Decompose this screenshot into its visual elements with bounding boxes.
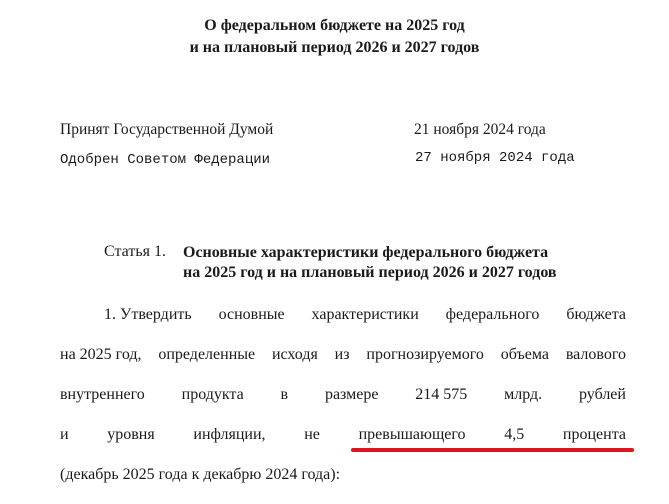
paragraph-word: размере bbox=[324, 386, 379, 403]
law-title-line1: О федеральном бюджете на 2025 год bbox=[204, 17, 465, 34]
paragraph-line-1 bbox=[104, 306, 626, 324]
paragraph-word: валового bbox=[565, 346, 626, 363]
paragraph-word: не bbox=[304, 426, 320, 443]
paragraph-word: уровня bbox=[107, 426, 155, 443]
highlight-underline bbox=[351, 448, 634, 452]
article-title-line1: Основные характеристики федерального бюджета bbox=[183, 244, 549, 261]
paragraph-word: продукта bbox=[181, 386, 244, 403]
paragraph-line-4 bbox=[60, 426, 626, 444]
paragraph-word: объема bbox=[500, 346, 549, 363]
paragraph-word: прогнозируемого bbox=[366, 346, 484, 363]
paragraph-word: определенные bbox=[158, 346, 256, 363]
paragraph-word: рублей bbox=[579, 386, 626, 403]
paragraph-word: на 2025 год, bbox=[60, 346, 142, 363]
paragraph-word: 1. Утвердить bbox=[104, 306, 192, 323]
paragraph-line-2 bbox=[60, 346, 626, 364]
paragraph-word-highlighted: превышающего bbox=[358, 426, 466, 443]
paragraph-word: внутреннего bbox=[60, 386, 145, 403]
article-title-line2: на 2025 год и на плановый период 2026 и 2027 годов bbox=[183, 264, 557, 281]
paragraph-word: инфляции, bbox=[193, 426, 266, 443]
paragraph-word: из bbox=[334, 346, 350, 363]
paragraph-line-5: (декабрь 2025 года к декабрю 2024 года): bbox=[60, 466, 341, 483]
paragraph-word: исходя bbox=[271, 346, 318, 363]
paragraph-word: федерального bbox=[445, 306, 540, 323]
law-title-line2: и на плановый период 2026 и 2027 годов bbox=[189, 39, 480, 56]
paragraph-word-highlighted: процента bbox=[562, 426, 626, 443]
council-approval-label: Одобрен Советом Федерации bbox=[60, 152, 271, 168]
duma-adoption-label: Принят Государственной Думой bbox=[60, 121, 274, 138]
paragraph-word-highlighted: 4,5 bbox=[504, 426, 525, 443]
council-approval-date: 27 ноября 2024 года bbox=[415, 150, 575, 166]
paragraph-line-3 bbox=[60, 386, 626, 404]
article-label: Статья 1. bbox=[104, 243, 166, 260]
paragraph-word: характеристики bbox=[311, 306, 419, 323]
paragraph-word: в bbox=[280, 386, 289, 403]
paragraph-word: 214 575 bbox=[415, 386, 468, 403]
paragraph-word: основные bbox=[218, 306, 285, 323]
duma-adoption-date: 21 ноября 2024 года bbox=[414, 121, 546, 138]
paragraph-word: млрд. bbox=[504, 386, 543, 403]
paragraph-word: и bbox=[60, 426, 69, 443]
paragraph-word: бюджета bbox=[566, 306, 626, 323]
